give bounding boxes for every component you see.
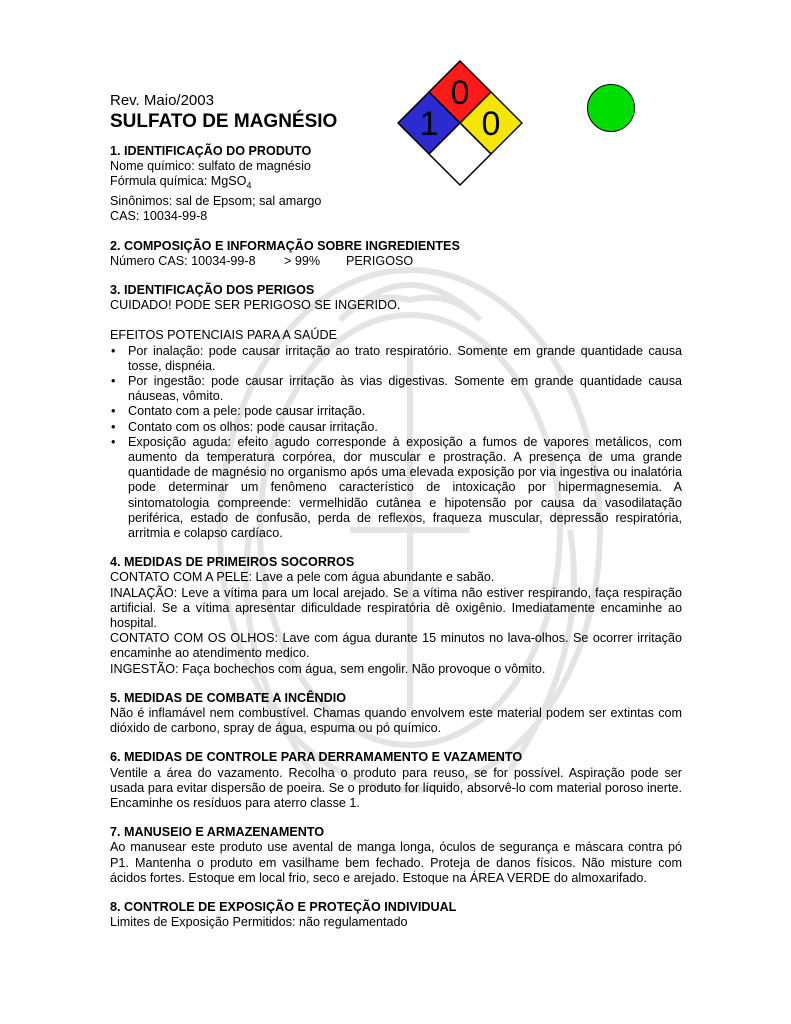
formula-subscript: 4 [246,180,252,191]
nfpa-reactivity-value: 0 [481,105,501,143]
composition-class: PERIGOSO [346,253,414,268]
sds-content [110,144,682,944]
section-spill-control [110,750,682,811]
section-identification [110,144,682,225]
first-aid-inhalation: INALAÇÃO: Leve a vítima para um local arejado. Se a vítima não estiver respirando, faça respiração artificial. Se a vítima apresentar dificuldade respiratória dê oxigênio. Imediatamente encaminhe ao hospital. [110,585,682,630]
section-title: 2. COMPOSIÇÃO E INFORMAÇÃO SOBRE INGREDIENTES [110,238,460,253]
composition-row [110,254,682,269]
document-header [110,92,337,133]
section-firefighting [110,691,682,737]
health-effects-list [110,344,682,542]
composition-cas: Número CAS: 10034-99-8 [110,253,256,268]
spill-control-text: Ventile a área do vazamento. Recolha o produto para reuso, se for possível. Aspiração pode ser usada para evitar dispersão de poeira. Se o produto for líquido, absorvê-lo com material poroso inerte. Encaminhe os resíduos para aterro classe 1. [110,765,682,811]
health-effects-heading: EFEITOS POTENCIAIS PARA A SAÚDE [110,328,337,343]
section-composition [110,239,682,269]
first-aid-skin: CONTATO COM A PELE: Lave a pele com água abundante e sabão. [110,570,495,585]
chemical-name: Nome químico: sulfato de magnésio [110,159,311,174]
firefighting-text: Não é inflamável nem combustível. Chamas quando envolvem este material podem ser extintas com dióxido de carbono, spray de água, espuma ou pó químico. [110,706,682,736]
section-title: 1. IDENTIFICAÇÃO DO PRODUTO [110,144,312,158]
revision-date: Rev. Maio/2003 [110,92,214,109]
section-title: 7. MANUSEIO E ARMAZENAMENTO [110,825,325,840]
section-exposure-control [110,900,682,930]
nfpa-flammability-value: 0 [450,74,470,112]
formula-text: Fórmula química: MgSO [110,174,247,189]
section-title: 8. CONTROLE DE EXPOSIÇÃO E PROTEÇÃO INDIVIDUAL [110,900,457,915]
storage-color-indicator [587,84,635,132]
chemical-formula [110,174,682,194]
product-title: SULFATO DE MAGNÉSIO [110,111,338,132]
section-title: 6. MEDIDAS DE CONTROLE PARA DERRAMAMENTO E VAZAMENTO [110,750,523,765]
hazard-warning: CUIDADO! PODE SER PERIGOSO SE INGERIDO. [110,298,401,313]
cas-number: CAS: 10034-99-8 [110,209,208,224]
exposure-control-text: Limites de Exposição Permitidos: não regulamentado [110,915,408,930]
synonyms: Sinônimos: sal de Epsom; sal amargo [110,194,322,209]
list-item: • Exposição aguda: efeito agudo corresponde à exposição a fumos de vapores metálicos, com aumento da temperatura corpórea, dor muscular e prostração. A presença de uma grande quantidade de magnésio no organismo após uma elevada exposição por via ingestiva ou inalatória pode determinar um fenômeno característico de intoxicação por hipermagnesemia. A sintomatologia compreende: vermelhidão cutânea e hipotensão por causa da vasodilatação periférica, estado de confusão, perda de reflexos, fraqueza muscular, depressão respiratória, arritmia e colapso cardíaco. [110,435,682,541]
first-aid-eyes: CONTATO COM OS OLHOS: Lave com água durante 15 minutos no lava-olhos. Se ocorrer irritação encaminhe ao atendimento medico. [110,631,682,661]
section-title: 4. MEDIDAS DE PRIMEIROS SOCORROS [110,555,355,570]
list-item: • Por inalação: pode causar irritação ao trato respiratório. Somente em grande quantidade causa tosse, dispnéia. [110,344,682,374]
list-item: • Contato com os olhos: pode causar irritação. [110,420,682,435]
section-handling-storage [110,825,682,886]
list-item: • Contato com a pele: pode causar irritação. [110,404,682,419]
section-title: 3. IDENTIFICAÇÃO DOS PERIGOS [110,282,315,297]
section-first-aid [110,555,682,677]
section-hazards [110,283,682,541]
first-aid-ingestion: INGESTÃO: Faça bochechos com água, sem engolir. Não provoque o vômito. [110,661,546,676]
composition-percent: > 99% [284,253,321,268]
list-item: • Por ingestão: pode causar irritação às vias digestivas. Somente em grande quantidade causa náuseas, vômito. [110,374,682,404]
section-title: 5. MEDIDAS DE COMBATE A INCÊNDIO [110,690,347,705]
handling-storage-text: Ao manusear este produto use avental de manga longa, óculos de segurança e máscara contra pó P1. Mantenha o produto em vasilhame bem fechado. Proteja de danos físicos. Não misture com ácidos fortes. Estoque em local frio, seco e arejado. Estoque na ÁREA VERDE do almoxarifado. [110,840,682,885]
nfpa-health-value: 1 [419,105,439,143]
